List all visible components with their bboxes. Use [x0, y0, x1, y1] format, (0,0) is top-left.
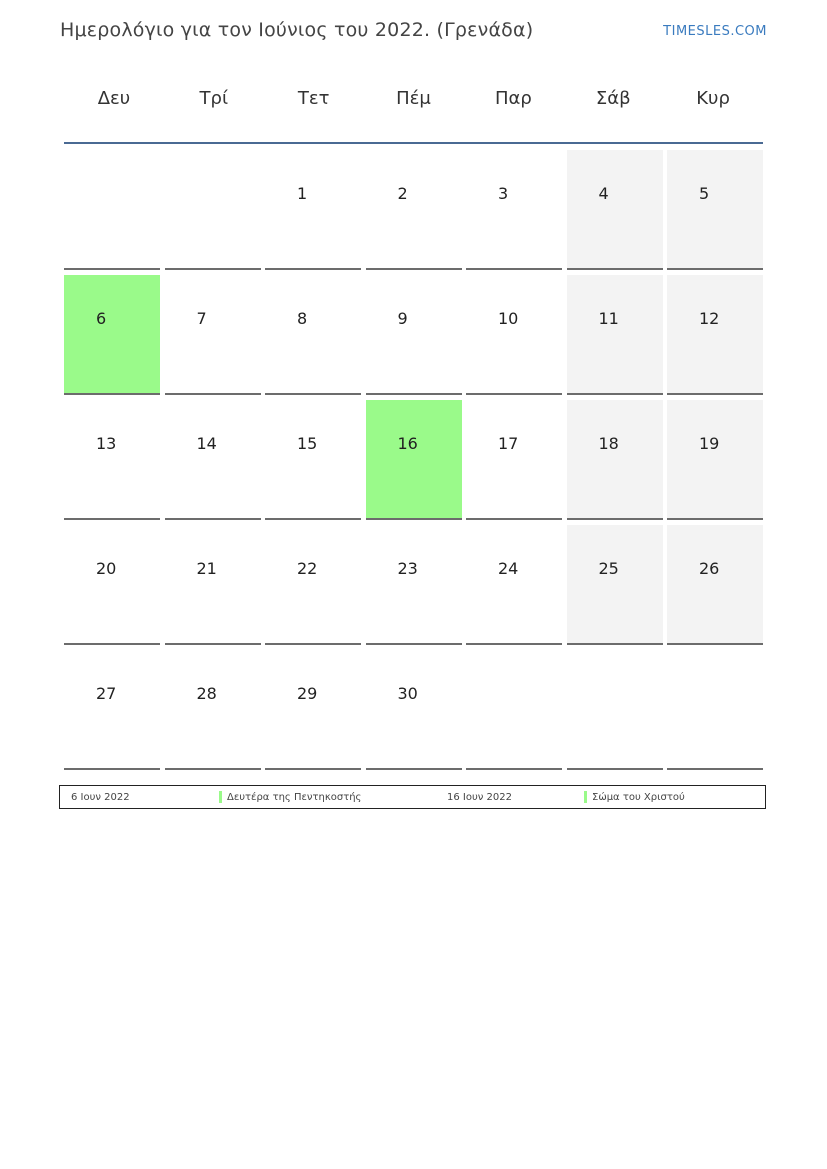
day-number: 26	[699, 559, 720, 578]
calendar-day-cell	[165, 400, 261, 520]
calendar-day-cell	[667, 150, 763, 270]
calendar-day-cell	[667, 650, 763, 770]
calendar-day-cell	[466, 525, 562, 645]
weekday-thu: Πέμ	[396, 88, 431, 109]
calendar-day-cell	[265, 275, 361, 395]
day-number: 20	[96, 559, 117, 578]
calendar-day-cell	[366, 400, 462, 520]
calendar-day-cell	[265, 400, 361, 520]
weekday-wed: Τετ	[297, 88, 330, 109]
day-number: 7	[196, 309, 207, 328]
calendar-day-cell	[567, 525, 663, 645]
header-divider	[64, 142, 763, 144]
calendar-day-cell	[567, 400, 663, 520]
weekday-header	[64, 88, 763, 109]
weekday-sat: Σάβ	[595, 88, 631, 109]
legend-holiday-name: Σώμα του Χριστού	[592, 792, 685, 803]
day-number: 2	[397, 184, 408, 203]
brand-link[interactable]: TIMESLES.COM	[663, 24, 767, 39]
calendar-day-cell	[165, 150, 261, 270]
calendar-week-row	[64, 525, 763, 645]
calendar-week-row	[64, 400, 763, 520]
calendar-day-cell	[466, 400, 562, 520]
day-number: 13	[96, 434, 117, 453]
day-number: 22	[297, 559, 318, 578]
legend-date: 6 Ιουν 2022	[71, 792, 130, 803]
day-number: 14	[196, 434, 217, 453]
calendar-day-cell	[667, 525, 763, 645]
day-number: 25	[598, 559, 619, 578]
day-number: 8	[297, 309, 308, 328]
day-number: 21	[196, 559, 217, 578]
weekday-fri: Παρ	[494, 88, 532, 109]
calendar-day-cell	[265, 150, 361, 270]
day-number: 15	[297, 434, 318, 453]
calendar-day-cell	[64, 525, 160, 645]
day-number: 10	[498, 309, 519, 328]
day-number: 18	[598, 434, 619, 453]
calendar-day-cell	[466, 275, 562, 395]
day-number: 3	[498, 184, 509, 203]
legend-date: 16 Ιουν 2022	[447, 792, 512, 803]
weekday-mon: Δευ	[97, 88, 131, 109]
legend-holiday-name: Δευτέρα της Πεντηκοστής	[227, 792, 362, 803]
calendar-day-cell	[64, 400, 160, 520]
day-number: 5	[699, 184, 710, 203]
day-number: 16	[397, 434, 418, 453]
day-number: 24	[498, 559, 519, 578]
day-number: 4	[598, 184, 609, 203]
calendar-week-row	[64, 275, 763, 395]
weekday-tue: Τρί	[199, 88, 229, 109]
calendar-day-cell	[265, 650, 361, 770]
calendar-day-cell	[265, 525, 361, 645]
calendar-week-row	[64, 650, 763, 770]
day-number: 1	[297, 184, 308, 203]
calendar-day-cell	[64, 650, 160, 770]
legend-color-swatch	[584, 791, 587, 803]
day-number: 30	[397, 684, 418, 703]
day-number: 11	[598, 309, 619, 328]
day-number: 17	[498, 434, 519, 453]
day-number: 6	[96, 309, 107, 328]
calendar-day-cell	[667, 400, 763, 520]
calendar-day-cell	[64, 150, 160, 270]
calendar-week-row	[64, 150, 763, 270]
calendar-day-cell	[165, 525, 261, 645]
day-number: 23	[397, 559, 418, 578]
day-number: 28	[196, 684, 217, 703]
calendar-day-cell	[667, 275, 763, 395]
day-number: 9	[397, 309, 408, 328]
calendar-day-cell	[567, 275, 663, 395]
calendar-day-cell	[366, 275, 462, 395]
calendar-day-cell	[567, 650, 663, 770]
calendar-day-cell	[567, 150, 663, 270]
calendar-day-cell	[366, 150, 462, 270]
calendar-day-cell	[165, 650, 261, 770]
day-number: 19	[699, 434, 720, 453]
day-number: 12	[699, 309, 720, 328]
calendar-day-cell	[366, 525, 462, 645]
calendar-day-cell	[64, 275, 160, 395]
calendar-day-cell	[366, 650, 462, 770]
day-number: 27	[96, 684, 117, 703]
calendar-day-cell	[165, 275, 261, 395]
calendar-day-cell	[466, 150, 562, 270]
holiday-legend	[59, 785, 766, 809]
calendar-day-cell	[466, 650, 562, 770]
legend-color-swatch	[219, 791, 222, 803]
page-title: Ημερολόγιο για τον Ιούνιος του 2022. (Γρενάδα)	[60, 19, 534, 41]
day-number: 29	[297, 684, 318, 703]
weekday-sun: Κυρ	[696, 88, 730, 109]
